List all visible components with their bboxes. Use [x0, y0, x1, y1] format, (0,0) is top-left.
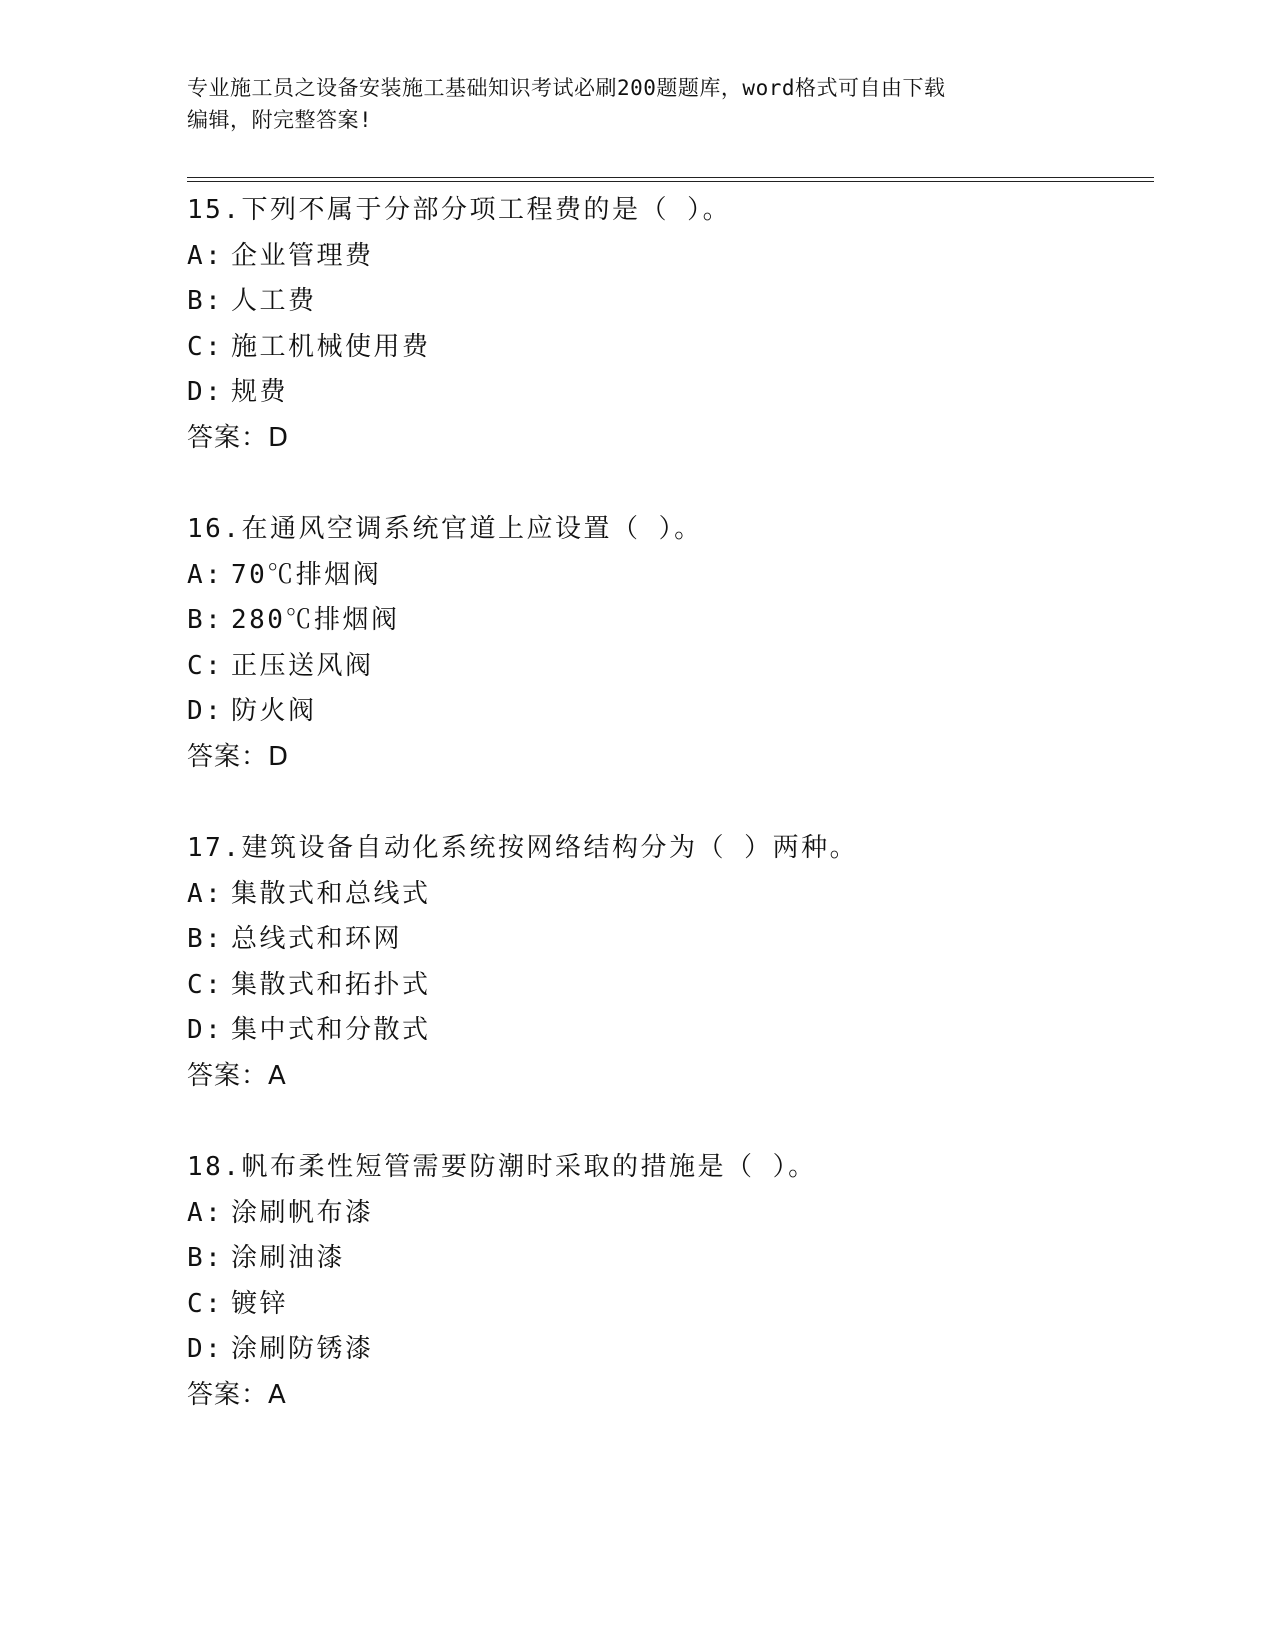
question-15	[187, 188, 1154, 461]
option-text: 280℃排烟阀	[231, 605, 400, 635]
question-number: 17.	[187, 833, 242, 863]
option-key: D:	[187, 1334, 224, 1364]
option-d	[187, 370, 1154, 416]
answer-value: D	[268, 741, 290, 772]
answer-value: D	[268, 422, 290, 453]
question-text: 帆布柔性短管需要防潮时采取的措施是（ ）。	[241, 1152, 817, 1182]
option-key: D:	[187, 696, 224, 726]
answer-label: 答案：	[187, 741, 269, 772]
question-stem	[187, 1145, 1154, 1191]
option-text: 涂刷防锈漆	[231, 1334, 374, 1364]
option-a	[187, 234, 1154, 280]
answer-line	[187, 735, 1154, 781]
option-text: 集散式和拓扑式	[231, 969, 431, 1000]
option-d	[187, 689, 1154, 735]
page-header	[187, 72, 1087, 136]
option-b	[187, 917, 1154, 963]
question-number: 15.	[187, 195, 242, 225]
option-key: C:	[187, 331, 224, 362]
answer-label: 答案：	[187, 1060, 269, 1091]
option-key: A:	[187, 559, 224, 590]
question-text: 在通风空调系统官道上应设置（ ）。	[241, 514, 703, 544]
option-key: A:	[187, 1197, 224, 1228]
option-a	[187, 872, 1154, 918]
option-b	[187, 1236, 1154, 1282]
option-key: C:	[187, 650, 224, 681]
option-key: A:	[187, 240, 224, 271]
question-stem	[187, 188, 1154, 234]
option-text: 集中式和分散式	[231, 1015, 431, 1045]
question-17	[187, 826, 1154, 1099]
option-key: D:	[187, 377, 224, 407]
option-key: A:	[187, 878, 224, 909]
option-text: 企业管理费	[231, 240, 374, 271]
question-16	[187, 507, 1154, 780]
answer-line	[187, 1054, 1154, 1100]
header-double-rule	[187, 177, 1154, 182]
question-text: 建筑设备自动化系统按网络结构分为（ ）两种。	[241, 833, 859, 863]
option-text: 正压送风阀	[231, 650, 374, 681]
question-stem	[187, 826, 1154, 872]
option-text: 人工费	[231, 286, 317, 316]
question-18	[187, 1145, 1154, 1418]
answer-value: A	[268, 1060, 287, 1091]
option-key: B:	[187, 605, 224, 635]
option-b	[187, 279, 1154, 325]
option-a	[187, 553, 1154, 599]
option-text: 施工机械使用费	[231, 331, 431, 362]
option-key: C:	[187, 1288, 224, 1319]
header-line-1: 专业施工员之设备安装施工基础知识考试必刷200题题库，word格式可自由下载	[187, 76, 946, 100]
option-c	[187, 1282, 1154, 1328]
option-key: B:	[187, 286, 224, 316]
option-a	[187, 1191, 1154, 1237]
option-text: 集散式和总线式	[231, 878, 431, 909]
answer-label: 答案：	[187, 422, 269, 453]
option-text: 镀锌	[231, 1288, 289, 1319]
option-text: 涂刷油漆	[231, 1243, 346, 1273]
option-c	[187, 644, 1154, 690]
answer-label: 答案：	[187, 1379, 269, 1410]
question-number: 18.	[187, 1152, 242, 1182]
question-list	[187, 188, 1154, 1464]
option-c	[187, 963, 1154, 1009]
question-stem	[187, 507, 1154, 553]
option-text: 涂刷帆布漆	[231, 1197, 374, 1228]
question-text: 下列不属于分部分项工程费的是（ ）。	[241, 195, 732, 225]
option-d	[187, 1327, 1154, 1373]
option-text: 规费	[231, 377, 289, 407]
question-number: 16.	[187, 514, 242, 544]
option-key: B:	[187, 924, 224, 954]
option-key: B:	[187, 1243, 224, 1273]
option-d	[187, 1008, 1154, 1054]
answer-line	[187, 416, 1154, 462]
option-c	[187, 325, 1154, 371]
option-text: 防火阀	[231, 696, 317, 726]
header-line-2: 编辑，附完整答案!	[187, 108, 373, 132]
option-b	[187, 598, 1154, 644]
option-key: C:	[187, 969, 224, 1000]
option-text: 70℃排烟阀	[231, 559, 382, 590]
answer-line	[187, 1373, 1154, 1419]
option-text: 总线式和环网	[231, 924, 403, 954]
option-key: D:	[187, 1015, 224, 1045]
answer-value: A	[268, 1379, 287, 1410]
